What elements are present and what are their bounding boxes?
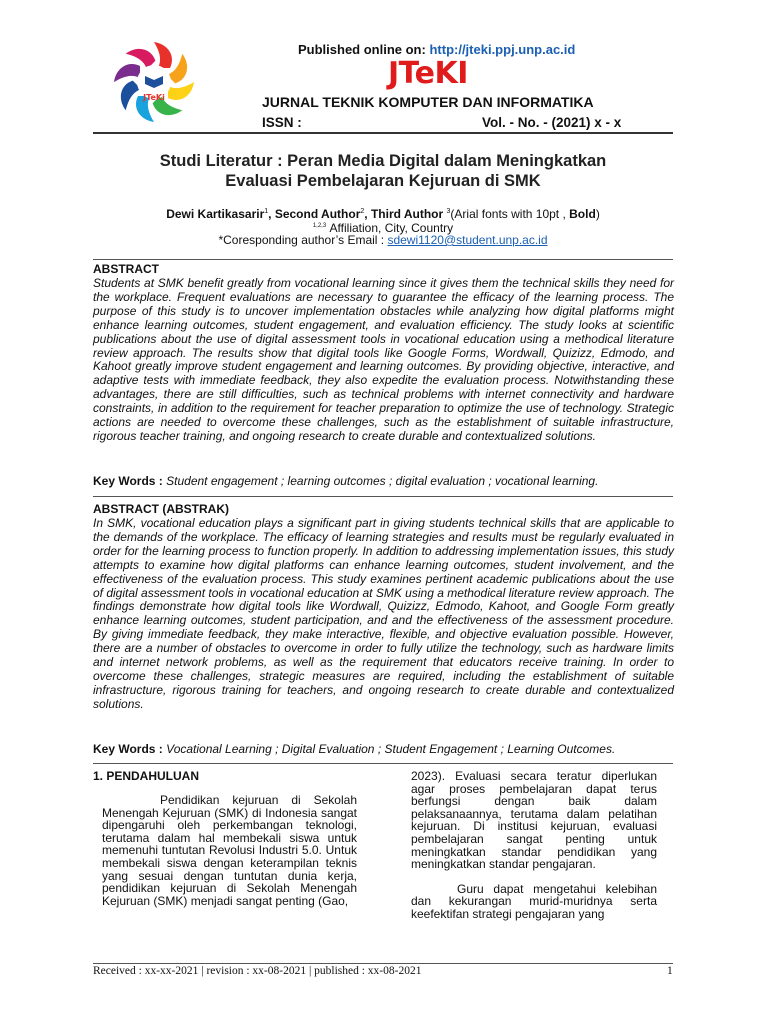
section-heading-pendahuluan: 1. PENDAHULUAN xyxy=(93,769,200,783)
affiliation: Affiliation, City, Country xyxy=(329,221,454,235)
author-1-sup: 1 xyxy=(264,208,269,215)
email-label: *Coresponding author’s Email : xyxy=(218,233,388,247)
abstrak-text: In SMK, vocational education plays a significant part in giving students technical skills that are applicable to the demands of the workplace. The efficacy of learning strategies and results must be regularly evaluated in order for the learning process to function properly. In addition to addressing implementation issues, this study attempts to examine how digital platforms can enhance learning outcomes, student involvement, and the effectiveness of the evaluation process. This study examines pertinent academic publications about the use of digital assessment tools in vocational education at SMK using a methodical literature review approach. The findings demonstrate how digital tools like Wordwall, Quizizz, Edmodo, Kahoot, and Google Form greatly enhance learning outcomes, student participation, and and the effectiveness of the assessment procedure. By giving immediate feedback, they make interactive, flexible, and objective evaluation possible. However, there are a number of obstacles to overcome in order to fully utilize the technology, such as hardware limits and internet network problems, as well as the requirement that educators receive training. In order to overcome these challenges, strategic measures are required, including the establishment of suitable infrastructure, rigorous training for teachers, and ongoing research to create durable and contextualized solutions. xyxy=(93,516,674,711)
author-1: Dewi Kartikasarir xyxy=(166,207,265,221)
volume-info: Vol. - No. - (2021) x - x xyxy=(482,115,622,130)
footer-divider xyxy=(93,963,673,964)
issn-label: ISSN : xyxy=(262,115,302,130)
published-online-line xyxy=(298,42,575,57)
body-right-column xyxy=(411,770,657,921)
abstract-text: Students at SMK benefit greatly from vocational learning since it gives them the technical skills they need for the workplace. Frequent evaluations are necessary to guarantee the efficacy of the learning process. The purpose of this study is to uncover implementation obstacles while analyzing how digital platforms might enhance learning outcomes, student engagement, and evaluation efficiency. The study looks at scientific publications about the use of digital assessment tools in vocational education using a methodical literature review approach. The results show that digital tools like Google Forms, Wordwall, Quizizz, Edmodo, and Kahoot greatly improve student engagement and learning outcomes. By providing objective, interactive, and adaptive tests with immediate feedback, they also expedite the evaluation process. Notwithstanding these advantages, there are still difficulties, such as technical problems with internet connectivity and hardware constraints, in addition to the requirement for teacher preparation to optimize the use of technology. Strategic actions are needed to overcome these challenges, such as the establishment of suitable infrastructure, rigorous teacher training, and ongoing research to create durable and contextualized solutions. xyxy=(93,276,674,443)
title-line-1: Studi Literatur : Peran Media Digital dalam Meningkatkan xyxy=(159,152,607,170)
keywords-label: Key Words : xyxy=(93,474,163,488)
title-line-2: Evaluasi Pembelajaran Kejuruan di SMK xyxy=(225,172,541,190)
abstract-heading: ABSTRACT xyxy=(93,262,159,276)
published-label: Published online on: xyxy=(298,42,426,57)
corresponding-email-line xyxy=(93,233,673,247)
abstract-divider xyxy=(93,496,673,497)
page-number: 1 xyxy=(667,965,673,977)
journal-brand: JTeKI xyxy=(388,56,468,91)
author-2: , Second Author xyxy=(268,207,361,221)
author-note-post: ) xyxy=(595,207,600,221)
journal-logo xyxy=(112,40,196,124)
abstrak-heading: ABSTRACT (ABSTRAK) xyxy=(93,502,229,516)
author-3: , Third Author xyxy=(364,207,444,221)
abstract-divider-top xyxy=(93,259,673,260)
paragraph-right-1: 2023). Evaluasi secara teratur diperlukan agar proses pembelajaran dapat terus berfungsi dengan baik dalam pelaksanaannya, terutama dalam pelatihan kejuruan. Di institusi kejuruan, evaluasi pembelajaran sangat penting untuk meningkatkan standar pendidikan yang meningkatkan standar pengajaran. xyxy=(411,769,657,872)
keywords-text: Student engagement ; learning outcomes ; digital evaluation ; vocational learning. xyxy=(162,474,599,488)
journal-name: JURNAL TEKNIK KOMPUTER DAN INFORMATIKA xyxy=(262,94,594,110)
abstrak-keywords xyxy=(93,742,674,756)
author-3-sup: 3 xyxy=(446,208,451,215)
email-link[interactable]: sdewi1120@student.unp.ac.id xyxy=(387,233,548,247)
paragraph-left-1: Pendidikan kejuruan di Sekolah Menengah Kejuruan (SMK) di Indonesia sangat dipengaruhi oleh perkembangan teknologi, terutama dalam hal membekali siswa untuk memenuhi tuntutan Revolusi Industri 5.0. Untuk membekali siswa dengan keterampilan teknis yang sesuai dengan tuntutan dunia kerja, pendidikan kejuruan di Sekolah Menengah Kejuruan (SMK) menjadi sangat penting (Gao, xyxy=(102,793,357,908)
affiliation-sup: 1,2,3 xyxy=(312,223,327,229)
author-2-sup: 2 xyxy=(360,208,365,215)
abstract-keywords xyxy=(93,474,674,488)
abstrak-keywords-label: Key Words : xyxy=(93,742,163,756)
footer-dates: Received : xx-xx-2021 | revision : xx-08-2021 | published : xx-08-2021 xyxy=(93,965,422,977)
abstrak-keywords-text: Vocational Learning ; Digital Evaluation ; Student Engagement ; Learning Outcomes. xyxy=(162,742,616,756)
author-note-pre: (Arial fonts with 10pt , xyxy=(450,207,570,221)
author-note-bold: Bold xyxy=(569,207,596,221)
abstrak-divider xyxy=(93,763,673,764)
body-left-column xyxy=(102,794,357,907)
paper-title xyxy=(93,151,673,191)
logo-text: JTeKi xyxy=(143,93,165,102)
header-divider xyxy=(93,132,673,134)
paragraph-right-2: Guru dapat mengetahui kelebihan dan kekurangan murid-muridnya serta keefektifan strategi pengajaran yang xyxy=(411,881,657,921)
journal-url-link[interactable]: http://jteki.ppj.unp.ac.id xyxy=(429,42,576,57)
